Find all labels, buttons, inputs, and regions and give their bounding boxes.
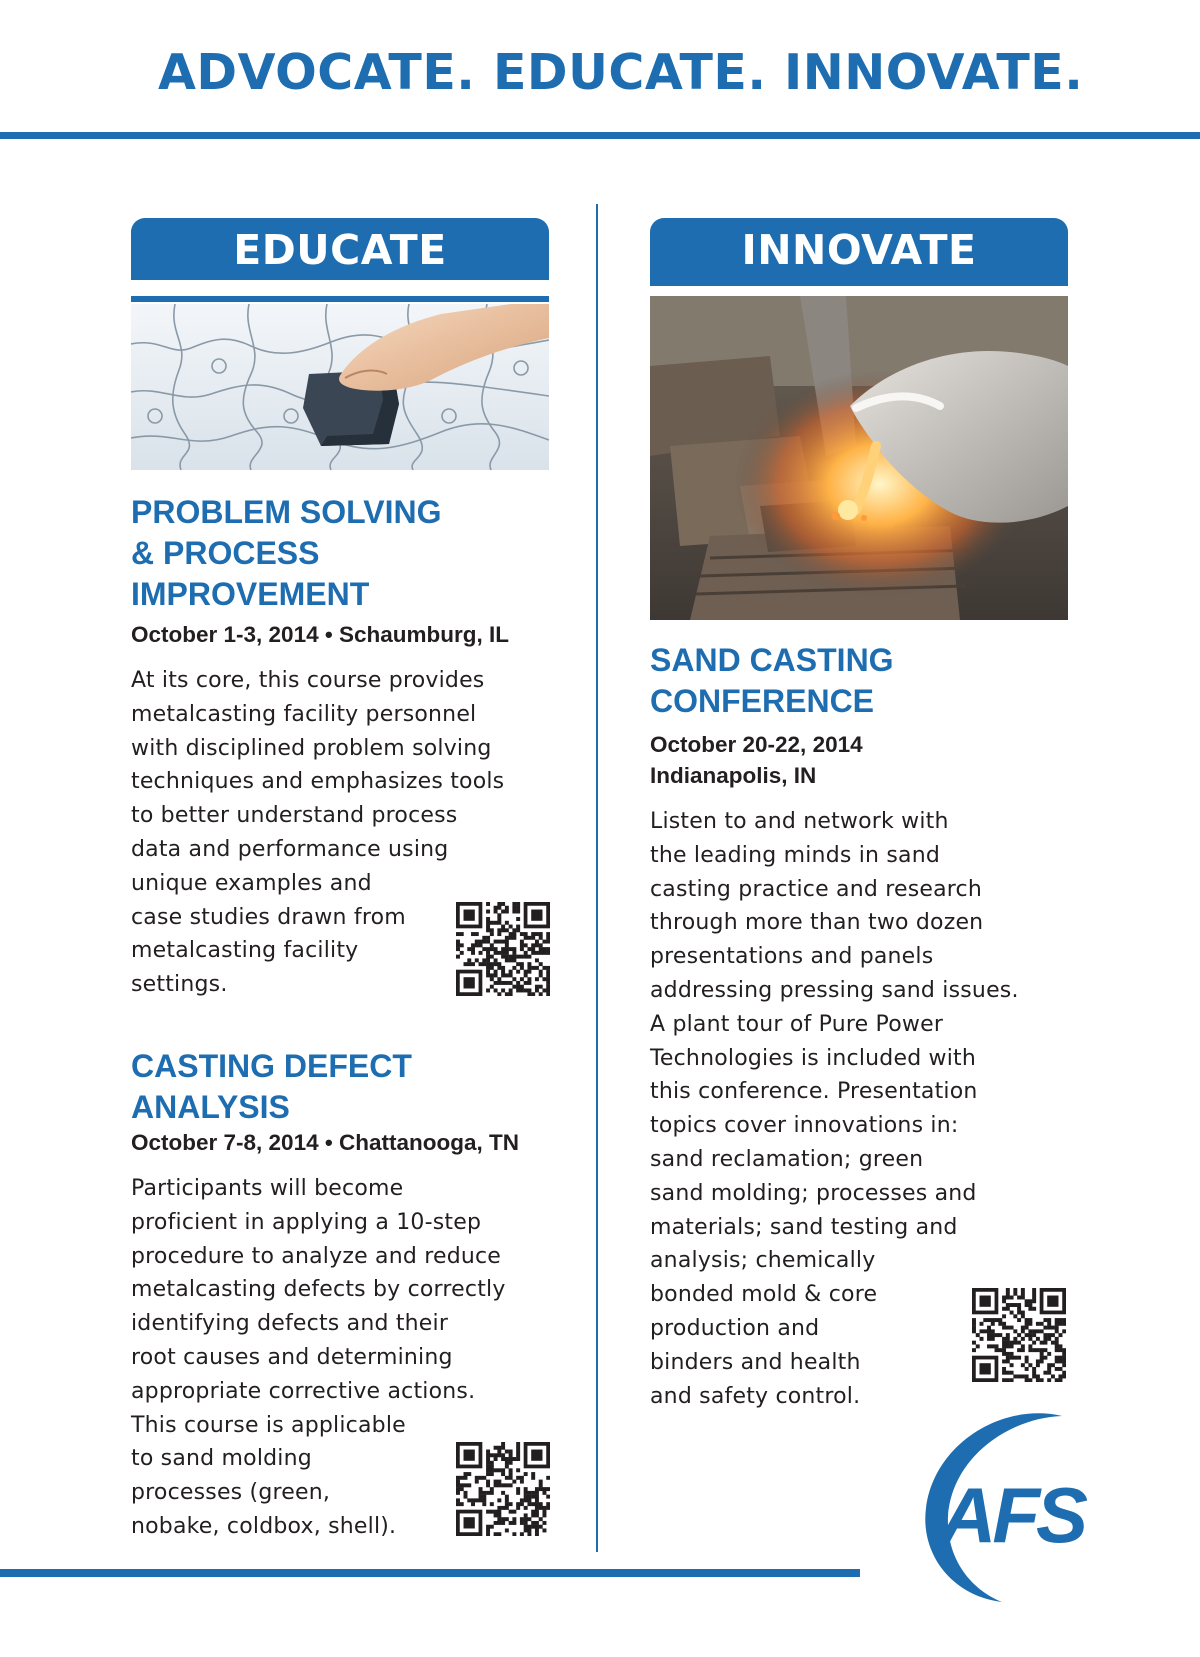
educate-tab: EDUCATE	[131, 218, 549, 280]
page-headline: ADVOCATE. EDUCATE. INNOVATE.	[158, 44, 1084, 101]
svg-text:AFS: AFS	[940, 1471, 1084, 1559]
qr-code-sand-casting[interactable]	[972, 1288, 1066, 1382]
column-divider	[596, 204, 598, 1552]
top-rule	[0, 132, 1200, 139]
qr-code-problem-solving[interactable]	[456, 902, 550, 996]
course-date-casting-defect: October 7-8, 2014 • Chattanooga, TN	[131, 1130, 519, 1155]
innovate-tab-underline	[650, 280, 1068, 286]
course-title-problem-solving: PROBLEM SOLVING & PROCESS IMPROVEMENT	[131, 494, 442, 612]
afs-logo	[912, 1404, 1112, 1604]
conference-title: SAND CASTING CONFERENCE	[650, 642, 894, 719]
qr-code-casting-defect[interactable]	[456, 1442, 550, 1536]
conference-date: October 20-22, 2014 Indianapolis, IN	[650, 732, 863, 788]
educate-tab-underline	[131, 296, 549, 302]
conference-description: Listen to and network with the leading minds in sand casting practice and research through more than two dozen presentations and panels addressing pressing sand issues. A plant tour of Pure Power Technologies is included with this conference. Presentation topics cover innovations in: sand reclamation; green sand molding; processes and materials; sand testing and analysis; chemically bonded mold & core production and binders and health and safety control.	[650, 809, 1019, 1409]
course-date-problem-solving: October 1-3, 2014 • Schaumburg, IL	[131, 622, 509, 647]
pouring-molten-metal-photo	[650, 296, 1068, 620]
course-description-casting-defect: Participants will become proficient in applying a 10-step procedure to analyze and reduce metalcasting defects by correctly identifying defects and their root causes and determining appropriate corrective actions. This course is applicable to sand molding processes (green, nobake, coldbox, shell).	[131, 1176, 506, 1539]
innovate-tab: INNOVATE	[650, 218, 1068, 280]
bottom-rule	[0, 1569, 860, 1577]
course-title-casting-defect: CASTING DEFECT ANALYSIS	[131, 1048, 412, 1125]
puzzle-photo	[131, 304, 549, 470]
course-description-problem-solving: At its core, this course provides metalcasting facility personnel with disciplined problem solving techniques and emphasizes tools to better understand process data and performance using unique examples and case studies drawn from metalcasting facility settings.	[131, 668, 505, 998]
